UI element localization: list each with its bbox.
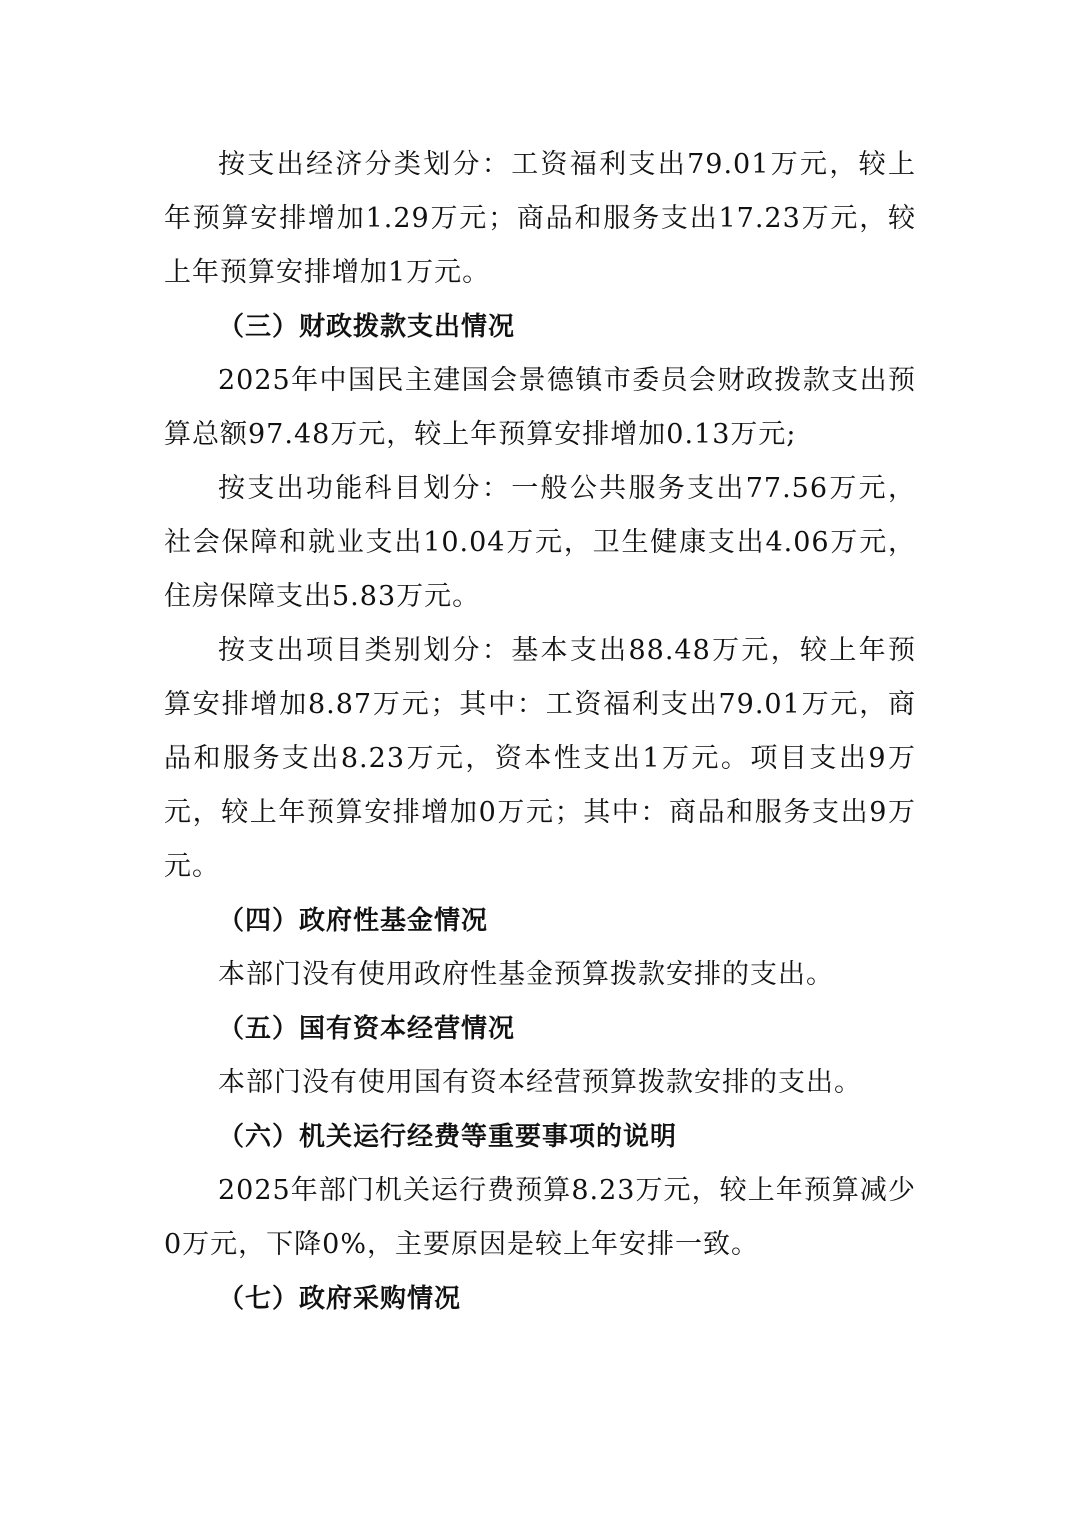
heading-operating-expenses: （六）机关运行经费等重要事项的说明 xyxy=(218,1122,678,1152)
paragraph-state-capital: 本部门没有使用国有资本经营预算拨款安排的支出。 xyxy=(218,1067,862,1098)
paragraph-government-fund: 本部门没有使用政府性基金预算拨款安排的支出。 xyxy=(218,959,834,990)
paragraph-operating-expenses: 2025年部门机关运行费预算8.23万元，较上年预算减少0万元，下降0%，主要原因是较上年安排一致。 xyxy=(164,1175,916,1260)
heading-fiscal-appropriation-expenditure: （三）财政拨款支出情况 xyxy=(218,312,516,342)
heading-government-procurement: （七）政府采购情况 xyxy=(218,1284,462,1314)
heading-government-fund: （四）政府性基金情况 xyxy=(218,906,489,936)
paragraph-functional-classification: 按支出功能科目划分：一般公共服务支出77.56万元，社会保障和就业支出10.04万元，卫生健康支出4.06万元，住房保障支出5.83万元。 xyxy=(164,473,916,612)
paragraph-project-category: 按支出项目类别划分：基本支出88.48万元，较上年预算安排增加8.87万元；其中：工资福利支出79.01万元，商品和服务支出8.23万元，资本性支出1万元。项目支出9万元，较上年预算安排增加0万元；其中：商品和服务支出9万元。 xyxy=(164,635,916,882)
paragraph-economic-classification: 按支出经济分类划分：工资福利支出79.01万元，较上年预算安排增加1.29万元；商品和服务支出17.23万元，较上年预算安排增加1万元。 xyxy=(164,149,916,288)
heading-state-capital: （五）国有资本经营情况 xyxy=(218,1014,516,1044)
paragraph-total-budget: 2025年中国民主建国会景德镇市委员会财政拨款支出预算总额97.48万元，较上年预算安排增加0.13万元; xyxy=(164,365,916,450)
document-page xyxy=(164,138,916,1326)
